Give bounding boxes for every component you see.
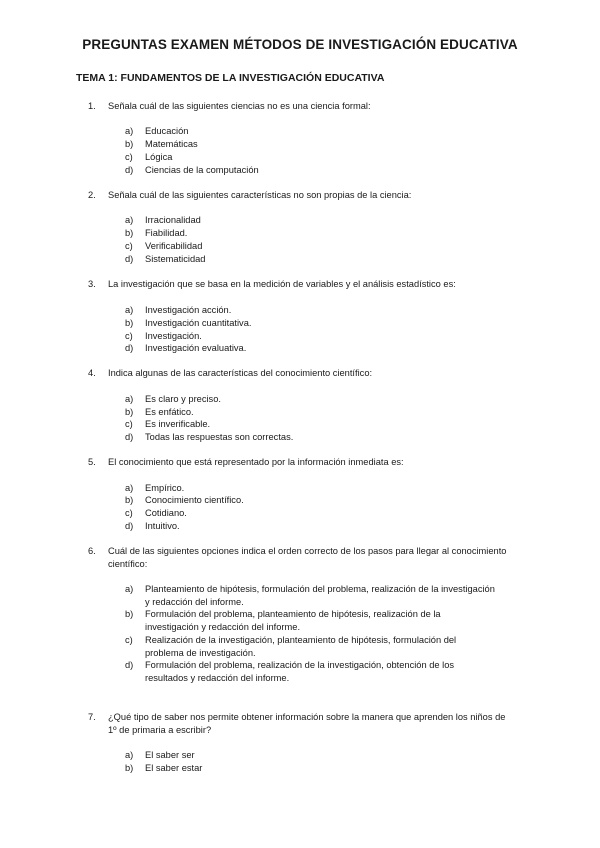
option-letter: c)	[125, 508, 133, 518]
option-item	[125, 608, 495, 633]
section-heading: TEMA 1: FUNDAMENTOS DE LA INVESTIGACIÓN EDUCATIVA	[76, 72, 385, 84]
option-text: Investigación cuantitativa.	[145, 318, 252, 328]
option-text: Investigación acción.	[145, 305, 232, 315]
option-letter: d)	[125, 660, 134, 670]
option-item	[125, 494, 495, 507]
option-item	[125, 583, 495, 608]
option-text: Fiabilidad.	[145, 228, 188, 238]
option-letter: b)	[125, 228, 134, 238]
option-text: Es inverificable.	[145, 419, 211, 429]
option-letter: a)	[125, 483, 134, 493]
option-item	[125, 431, 495, 444]
option-text: Lógica	[145, 152, 173, 162]
option-letter: d)	[125, 343, 134, 353]
option-letter: c)	[125, 419, 133, 429]
document-title: PREGUNTAS EXAMEN MÉTODOS DE INVESTIGACIÓN EDUCATIVA	[82, 37, 518, 52]
option-item	[125, 138, 495, 151]
option-item	[125, 482, 495, 495]
option-text: Realización de la investigación, planteamiento de hipótesis, formulación del problema de investigación.	[145, 635, 457, 658]
option-item	[125, 240, 495, 253]
question-2	[88, 189, 508, 202]
option-text: Formulación del problema, planteamiento de hipótesis, realización de la investigación y redacción del informe.	[145, 609, 441, 632]
option-item	[125, 342, 495, 355]
option-item	[125, 164, 495, 177]
option-item	[125, 507, 495, 520]
question-text: El conocimiento que está representado por la información inmediata es:	[108, 457, 404, 467]
option-item	[125, 330, 495, 343]
option-letter: c)	[125, 241, 133, 251]
option-text: Todas las respuestas son correctas.	[145, 432, 294, 442]
option-text: Formulación del problema, realización de la investigación, obtención de los resultados y redacción del informe.	[145, 660, 455, 683]
option-letter: b)	[125, 407, 134, 417]
option-text: Investigación.	[145, 331, 202, 341]
option-text: El saber ser	[145, 750, 195, 760]
option-text: Educación	[145, 126, 189, 136]
option-letter: b)	[125, 139, 134, 149]
question-3	[88, 278, 508, 291]
option-letter: c)	[125, 152, 133, 162]
option-item	[125, 304, 495, 317]
question-5	[88, 456, 508, 469]
option-text: Es claro y preciso.	[145, 394, 221, 404]
option-letter: d)	[125, 432, 134, 442]
option-item	[125, 253, 495, 266]
question-4	[88, 367, 508, 380]
option-letter: d)	[125, 254, 134, 264]
question-number: 4.	[88, 368, 96, 378]
option-letter: a)	[125, 305, 134, 315]
option-text: Matemáticas	[145, 139, 198, 149]
option-text: Irracionalidad	[145, 215, 201, 225]
option-text: Es enfático.	[145, 407, 194, 417]
question-text: Señala cuál de las siguientes ciencias no es una ciencia formal:	[108, 101, 371, 111]
option-letter: a)	[125, 215, 134, 225]
option-item	[125, 406, 495, 419]
option-item	[125, 762, 495, 775]
option-text: Conocimiento científico.	[145, 495, 244, 505]
question-number: 1.	[88, 101, 96, 111]
option-item	[125, 125, 495, 138]
option-letter: b)	[125, 609, 134, 619]
option-text: Verificabilidad	[145, 241, 203, 251]
option-letter: a)	[125, 584, 134, 594]
option-letter: c)	[125, 331, 133, 341]
option-text: Intuitivo.	[145, 521, 180, 531]
option-letter: c)	[125, 635, 133, 645]
option-letter: d)	[125, 165, 134, 175]
option-item	[125, 214, 495, 227]
option-item	[125, 151, 495, 164]
question-text: La investigación que se basa en la medición de variables y el análisis estadístico es:	[108, 279, 456, 289]
option-letter: a)	[125, 394, 134, 404]
option-text: Planteamiento de hipótesis, formulación del problema, realización de la investigación y redacción del informe.	[145, 584, 495, 607]
question-number: 5.	[88, 457, 96, 467]
question-number: 6.	[88, 546, 96, 556]
option-item	[125, 520, 495, 533]
option-letter: a)	[125, 750, 134, 760]
option-text: El saber estar	[145, 763, 203, 773]
option-item	[125, 659, 495, 684]
option-item	[125, 749, 495, 762]
option-letter: b)	[125, 318, 134, 328]
option-text: Sistematicidad	[145, 254, 206, 264]
option-letter: b)	[125, 495, 134, 505]
option-item	[125, 317, 495, 330]
question-6	[88, 545, 508, 570]
option-text: Cotidiano.	[145, 508, 187, 518]
question-number: 7.	[88, 712, 96, 722]
option-text: Empírico.	[145, 483, 185, 493]
question-text: Señala cuál de las siguientes características no son propias de la ciencia:	[108, 190, 412, 200]
option-item	[125, 393, 495, 406]
option-letter: b)	[125, 763, 134, 773]
option-letter: d)	[125, 521, 134, 531]
question-1	[88, 100, 508, 113]
question-text: ¿Qué tipo de saber nos permite obtener información sobre la manera que aprenden los niños de 1º de primaria a escribir?	[108, 712, 506, 735]
option-text: Ciencias de la computación	[145, 165, 259, 175]
question-7	[88, 711, 508, 736]
option-text: Investigación evaluativa.	[145, 343, 247, 353]
option-item	[125, 227, 495, 240]
option-item	[125, 634, 495, 659]
question-number: 2.	[88, 190, 96, 200]
option-letter: a)	[125, 126, 134, 136]
question-number: 3.	[88, 279, 96, 289]
question-text: Cuál de las siguientes opciones indica el orden correcto de los pasos para llegar al conocimiento científico:	[108, 546, 507, 569]
question-text: Indica algunas de las características del conocimiento científico:	[108, 368, 373, 378]
option-item	[125, 418, 495, 431]
